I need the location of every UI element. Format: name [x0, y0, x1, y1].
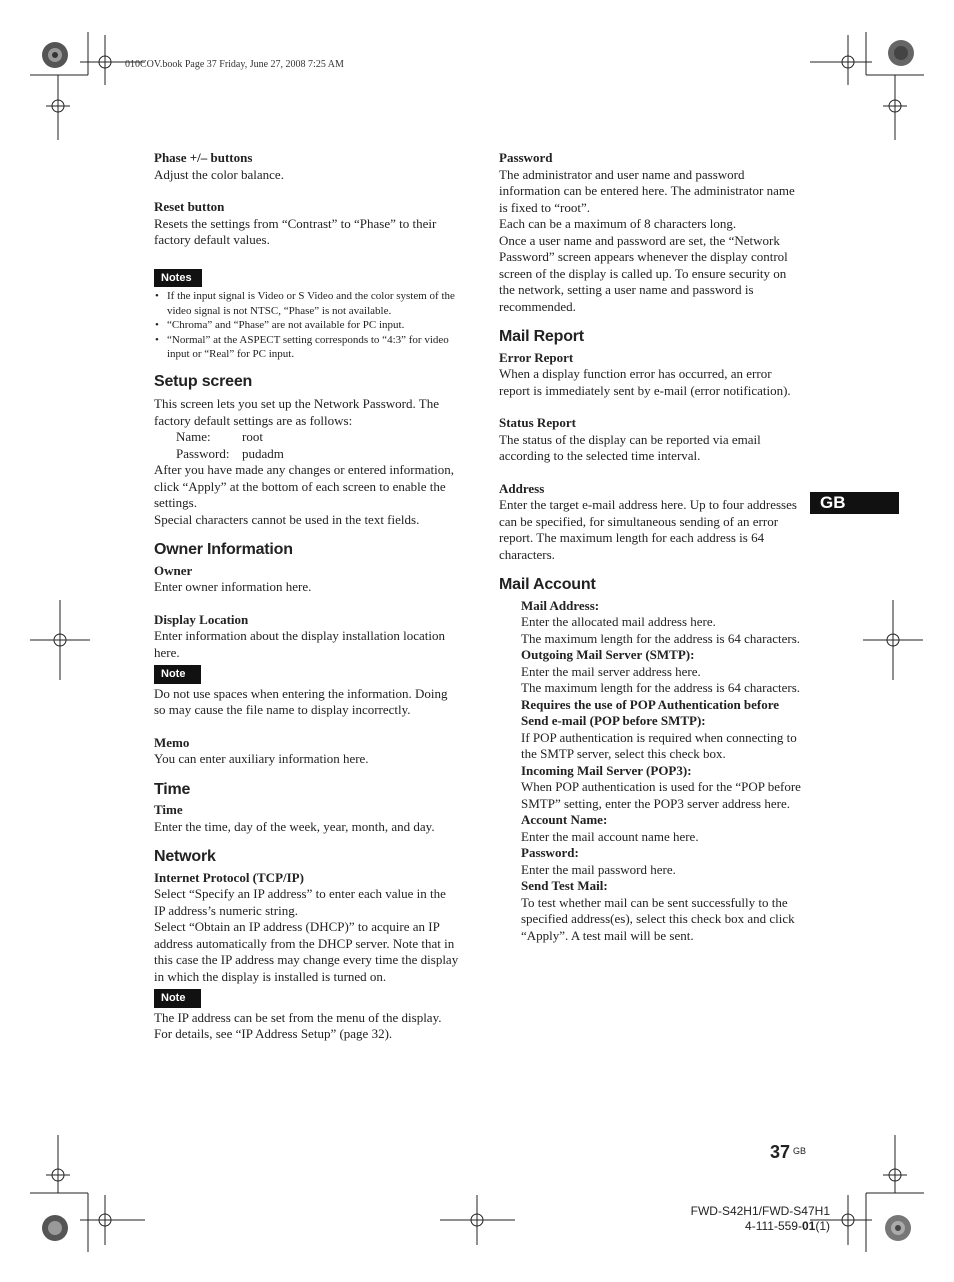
pop3-desc: When POP authentication is used for the “POP before SMTP” setting, enter the POP3 server address here. [521, 779, 801, 811]
page-number-value: 37 [770, 1142, 791, 1162]
time-term: Time [154, 802, 183, 817]
model-info [691, 1204, 830, 1234]
send-test-mail-desc: To test whether mail can be sent successfully to the specified address(es), select this check box and click “Apply”. A test mail will be sent. [521, 894, 795, 943]
mail-password-term: Password: [521, 845, 579, 860]
mail-address-term: Mail Address: [521, 597, 600, 613]
part-code [691, 1219, 830, 1234]
smtp-desc-1: Enter the mail server address here. [521, 663, 701, 679]
owner-term: Owner [154, 562, 193, 578]
password-desc-1: The administrator and user name and password information can be entered here. The administrator name is fixed to “root”. [499, 166, 795, 215]
address-desc: Enter the target e-mail address here. Up to four addresses can be specified, for simultaneous sending of an error report. The maximum length for each address is 64 characters. [499, 497, 797, 562]
address-term: Address [499, 480, 545, 496]
setup-screen-heading: Setup screen [154, 372, 253, 390]
left-column [154, 150, 459, 1043]
network-heading: Network [154, 848, 216, 865]
phase-buttons-desc: Adjust the color balance. [154, 166, 284, 182]
error-report-desc: When a display function error has occurred, an error report is immediately sent by e-mail (error notification). [499, 366, 791, 398]
reset-button-desc: Resets the settings from “Contrast” to “Phase” to their factory default values. [154, 215, 437, 247]
notes-label: Notes [154, 269, 202, 288]
setup-special-chars-text: Special characters cannot be used in the text fields. [154, 511, 420, 527]
mail-report-heading: Mail Report [499, 328, 584, 345]
tcpip-term: Internet Protocol (TCP/IP) [154, 869, 304, 885]
display-location-desc: Enter information about the display installation location here. [154, 628, 445, 660]
password-key: Password: [176, 445, 230, 461]
display-location-term: Display Location [154, 611, 249, 627]
error-report-term: Error Report [499, 349, 574, 365]
part-code-prefix: 4-111-559- [745, 1219, 802, 1233]
setup-apply-text: After you have made any changes or entered information, click “Apply” at the bottom of each screen to enable the settings. [154, 462, 454, 510]
part-code-suffix: (1) [815, 1219, 830, 1233]
name-key: Name: [176, 429, 211, 444]
pop3-term: Incoming Mail Server (POP3): [521, 762, 692, 778]
status-report-term: Status Report [499, 415, 576, 430]
phase-buttons-term: Phase +/– buttons [154, 150, 253, 165]
note-label: Note [154, 665, 201, 684]
note-spaces-text: Do not use spaces when entering the information. Doing so may cause the file name to display incorrectly. [154, 685, 448, 717]
default-name-row [154, 429, 459, 446]
mail-address-desc-2: The maximum length for the address is 64 characters. [521, 630, 801, 646]
mail-account-heading: Mail Account [499, 576, 596, 593]
mail-password-desc: Enter the mail password here. [521, 861, 676, 877]
default-password-row [154, 446, 459, 463]
owner-information-heading: Owner Information [154, 541, 293, 558]
tcpip-desc-dhcp: Select “Obtain an IP address (DHCP)” to acquire an IP address automatically from the DHCP server. Note that in this case the IP address may change every time the display in which the display is installed is turned on. [154, 919, 459, 984]
pop-before-smtp-desc: If POP authentication is required when connecting to the SMTP server, select this check box. [521, 729, 797, 761]
notes-list [154, 289, 459, 362]
send-test-mail-term: Send Test Mail: [521, 878, 608, 893]
right-column [499, 150, 804, 944]
page-number-suffix: GB [793, 1146, 807, 1156]
mail-account-fields [499, 598, 804, 945]
smtp-term: Outgoing Mail Server (SMTP): [521, 647, 695, 662]
model-name: FWD-S42H1/FWD-S47H1 [690, 1204, 830, 1218]
setup-intro: This screen lets you set up the Network Password. The factory default settings are as follows: [154, 396, 439, 428]
mail-address-desc-1: Enter the allocated mail address here. [521, 614, 716, 629]
memo-desc: You can enter auxiliary information here. [154, 751, 369, 766]
book-info-header: 010COV.book Page 37 Friday, June 27, 2008 7:25 AM [125, 59, 344, 70]
note-item: • If the input signal is Video or S Video and the color system of the video signal is not NTSC, “Phase” is not available. [154, 289, 459, 318]
account-name-desc: Enter the mail account name here. [521, 828, 699, 844]
password-desc-3: Once a user name and password are set, the “Network Password” screen appears whenever the display control screen of the display is called up. To ensure security on the network, setting a user name and password is recommended. [499, 232, 788, 314]
time-desc: Enter the time, day of the week, year, month, and day. [154, 818, 435, 834]
smtp-desc-2: The maximum length for the address is 64 characters. [521, 680, 801, 695]
note-item: • “Chroma” and “Phase” are not available for PC input. [154, 318, 459, 333]
password-desc-2: Each can be a maximum of 8 characters long. [499, 216, 737, 231]
note-label: Note [154, 989, 201, 1008]
name-value: root [242, 429, 263, 444]
tcpip-desc-specify: Select “Specify an IP address” to enter each value in the IP address’s numeric string. [154, 886, 446, 918]
note-item: • “Normal” at the ASPECT setting corresponds to “4:3” for video input or “Real” for PC input. [154, 333, 459, 362]
memo-term: Memo [154, 734, 190, 750]
pop-before-smtp-term: Requires the use of POP Authentication before Send e-mail (POP before SMTP): [521, 696, 780, 728]
language-tab: GB [810, 492, 899, 514]
time-heading: Time [154, 780, 191, 798]
reset-button-term: Reset button [154, 199, 225, 214]
part-code-bold: 01 [801, 1219, 816, 1233]
page-number [770, 1142, 806, 1163]
password-term: Password [499, 150, 553, 165]
account-name-term: Account Name: [521, 812, 608, 827]
password-value: pudadm [242, 445, 284, 461]
owner-desc: Enter owner information here. [154, 579, 312, 594]
note-ip-text: The IP address can be set from the menu of the display. For details, see “IP Address Setup” (page 32). [154, 1009, 442, 1041]
status-report-desc: The status of the display can be reported via email according to the selected time interval. [499, 431, 761, 463]
